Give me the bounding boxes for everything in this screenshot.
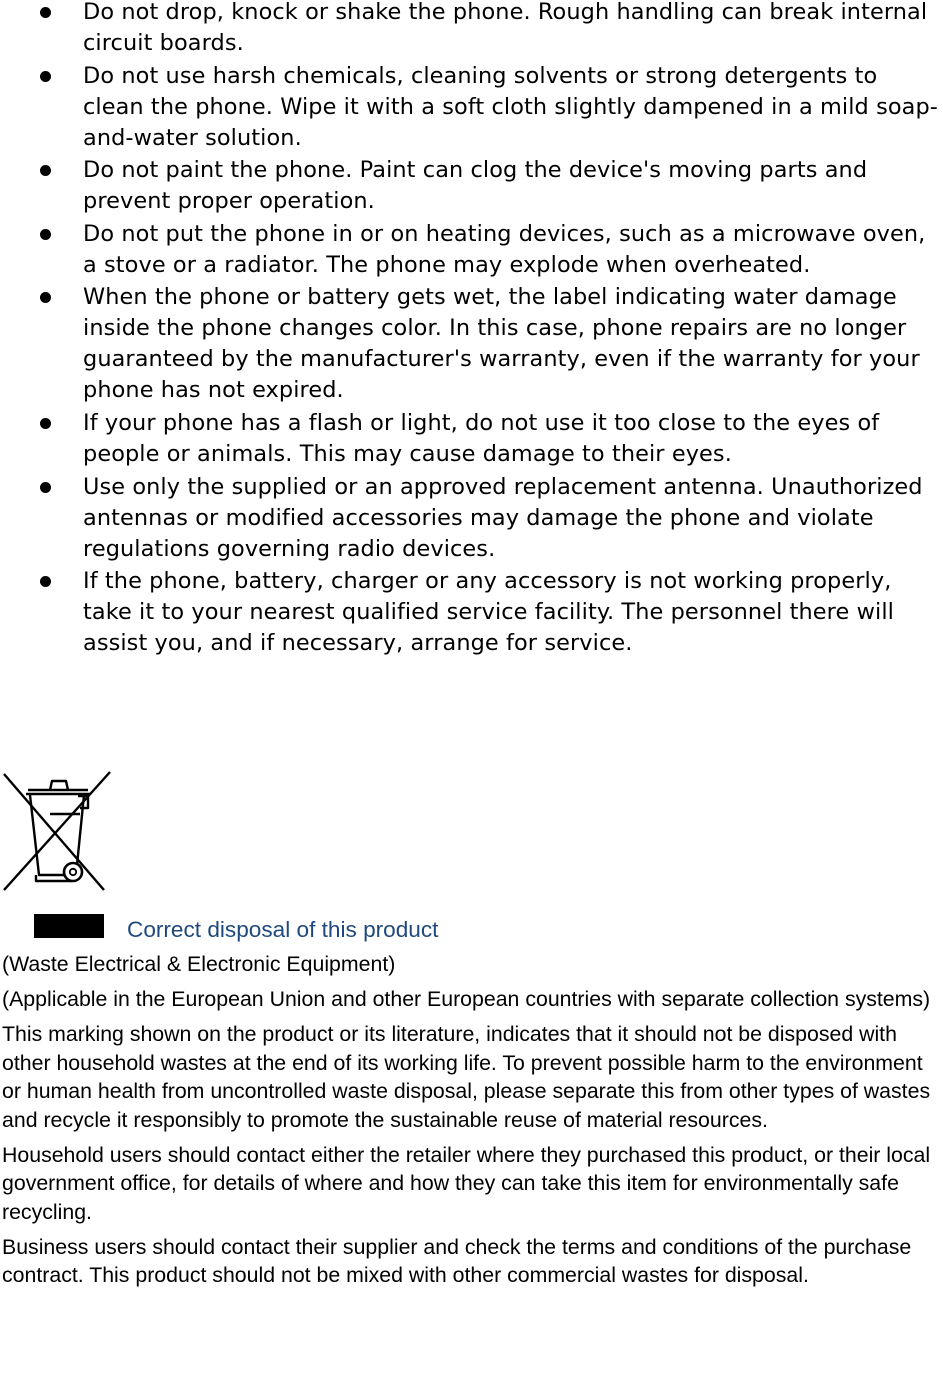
bullet-icon: [40, 292, 51, 303]
precaution-item: [0, 282, 943, 406]
disposal-paragraph: Business users should contact their supplier and check the terms and conditions of the purchase contract. This product should not be mixed with other commercial wastes for disposal.: [2, 1234, 912, 1287]
disposal-paragraph: This marking shown on the product or its literature, indicates that it should not be disposed with other household wastes at the end of its working life. To prevent possible harm to the environment or human health from uncontrolled waste disposal, please separate this from other types of wastes and recycle it responsibly to promote the sustainable reuse of material resources.: [2, 1022, 931, 1132]
bullet-icon: [40, 165, 51, 176]
precaution-text: If the phone, battery, charger or any accessory is not working properly, take it to your nearest qualified service facility. The personnel there will assist you, and if necessary, arrange for service.: [83, 568, 894, 657]
precaution-text: Do not put the phone in or on heating devices, such as a microwave oven, a stove or a radiator. The phone may explode when overheated.: [83, 220, 926, 278]
precaution-item: [0, 0, 943, 59]
bullet-icon: [40, 576, 51, 587]
precaution-text: When the phone or battery gets wet, the label indicating water damage inside the phone changes color. In this case, phone repairs are no longer guaranteed by the manufacturer's warranty, even if the warranty for your phone has not expired.: [83, 284, 920, 404]
precaution-item: [0, 472, 943, 565]
precaution-item: [0, 61, 943, 154]
disposal-paragraph: Household users should contact either the retailer where they purchased this product, or their local government office, for details of where and how they can take this item for environmentally safe recycling.: [2, 1142, 931, 1224]
precaution-item: [0, 408, 943, 470]
bullet-icon: [40, 482, 51, 493]
precautions-list: [0, 0, 943, 661]
separator-bar: [34, 914, 104, 938]
precaution-text: Use only the supplied or an approved replacement antenna. Unauthorized antennas or modified accessories may damage the phone and violate regulations governing radio devices.: [83, 473, 923, 562]
precaution-item: [0, 155, 943, 217]
bullet-icon: [40, 229, 51, 240]
bullet-icon: [40, 7, 51, 18]
disposal-body: [2, 950, 943, 1296]
precaution-text: If your phone has a flash or light, do not use it too close to the eyes of people or animals. This may cause damage to their eyes.: [83, 409, 880, 467]
bullet-icon: [40, 418, 51, 429]
crossed-out-wheelie-bin-icon: [0, 768, 112, 892]
applicability-note: (Applicable in the European Union and other European countries with separate collection systems): [2, 987, 931, 1011]
precaution-text: Do not drop, knock or shake the phone. Rough handling can break internal circuit boards.: [83, 0, 928, 56]
precaution-text: Do not paint the phone. Paint can clog the device's moving parts and prevent proper operation.: [83, 157, 868, 215]
precaution-item: [0, 566, 943, 659]
disposal-heading: Correct disposal of this product: [127, 917, 439, 942]
precaution-text: Do not use harsh chemicals, cleaning solvents or strong detergents to clean the phone. Wipe it with a soft cloth slightly dampened in a mild soap-and-water solution.: [83, 62, 938, 151]
weee-subtitle: (Waste Electrical & Electronic Equipment): [2, 952, 396, 976]
precaution-item: [0, 219, 943, 281]
bullet-icon: [40, 71, 51, 82]
